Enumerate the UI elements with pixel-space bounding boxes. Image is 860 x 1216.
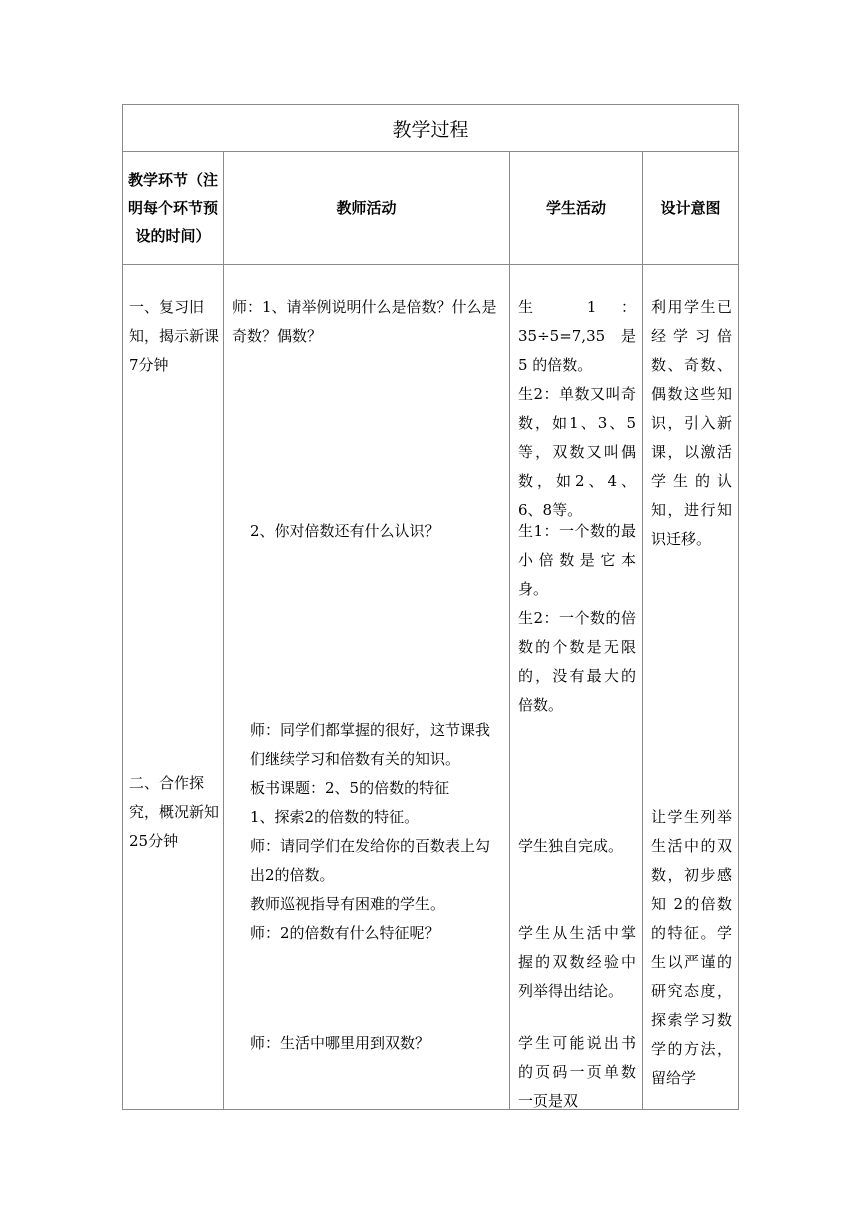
teacher-hundred-chart: 师：请同学们在发给你的百数表上勾出2的倍数。 [250,837,491,884]
intent-column [643,265,739,1110]
teacher-board-title: 板书课题：2、5的倍数的特征 [250,779,450,797]
stage-column [123,265,224,1110]
stage-explore: 二、合作探究，概况新知 25分钟 [129,774,220,850]
teacher-q-feature: 师：2的倍数有什么特征呢？ [250,924,440,942]
student-answer-1: 生 1： 35÷5=7,35 是 5 的倍数。 [518,298,636,374]
teacher-transition: 师：同学们都掌握的很好，这节课我们继续学习和倍数有关的知识。 [250,721,491,768]
student-answer-4: 生2：一个数的倍数的个数是无限的，没有最大的倍数。 [518,609,636,714]
stage-review: 一、复习旧知，揭示新课 7分钟 [129,298,220,374]
teacher-column [224,265,510,1110]
teacher-q2: 2、你对倍数还有什么认识？ [250,522,440,540]
student-answer-7: 学生可能说出书的页码一页单数一页是双 [518,1034,636,1110]
teaching-process-table [122,104,739,1110]
student-answer-5: 学生独自完成。 [518,837,624,855]
intent-2: 让学生列举生活中的双数，初步感知 2的倍数的特征。学生以严谨的研究态度，探索学习数学的方法，留给学 [651,808,733,1087]
student-column [510,265,643,1110]
header-stage: 教学环节（注明每个环节预设的时间） [123,152,224,265]
teacher-q1: 师：1、请举例说明什么是倍数？什么是奇数？偶数？ [232,298,497,345]
header-teacher-activity: 教师活动 [224,152,510,265]
student-answer-6: 学生从生活中掌握的双数经验中列举得出结论。 [518,924,636,1000]
teacher-patrol: 教师巡视指导有困难的学生。 [250,895,446,913]
teacher-q-life: 师：生活中哪里用到双数？ [250,1034,431,1052]
header-design-intent: 设计意图 [643,152,739,265]
header-student-activity: 学生活动 [510,152,643,265]
table-title: 教学过程 [123,105,739,152]
teacher-explore-2: 1、探索2的倍数的特征。 [250,808,420,826]
student-answer-3: 生1：一个数的最小倍数是它本身。 [518,522,636,598]
student-answer-2: 生2：单数又叫奇数，如1、3、5等，双数又叫偶数，如2、4、6、8等。 [518,385,636,519]
intent-1: 利用学生已经学习倍数、奇数、偶数这些知识，引入新课，以激活学生的认知，进行知识迁移。 [651,298,733,548]
